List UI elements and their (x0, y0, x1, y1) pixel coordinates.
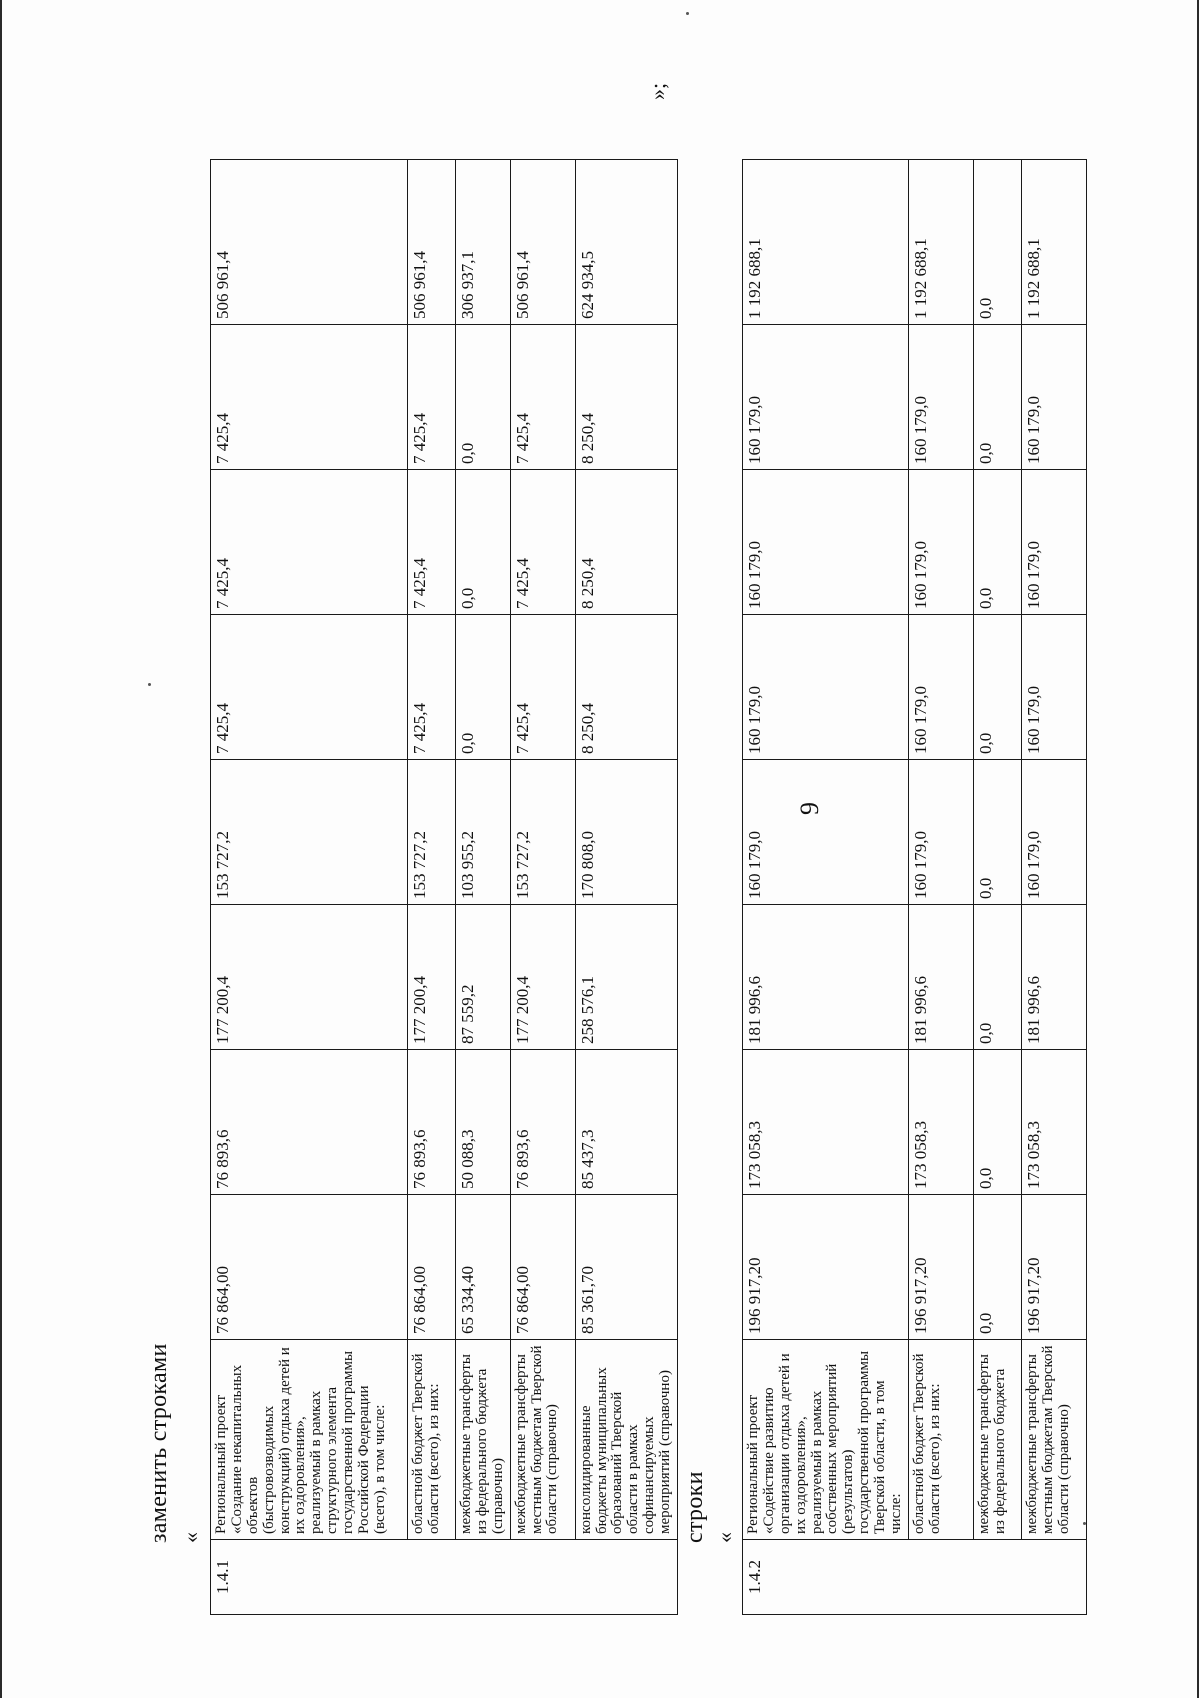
value-cell: 76 864,00 (510, 1195, 575, 1340)
section2-heading: строки (682, 1471, 708, 1543)
value-cell: 0,0 (973, 1195, 1021, 1340)
value-cell: 7 425,4 (408, 325, 456, 470)
value-cell: 0,0 (456, 325, 511, 470)
value-cell: 177 200,4 (211, 905, 408, 1050)
value-cell: 153 727,2 (211, 760, 408, 905)
value-cell: 1 192 688,1 (1021, 160, 1086, 325)
value-cell: 196 917,20 (1021, 1195, 1086, 1340)
value-cell: 0,0 (973, 160, 1021, 325)
value-cell: 76 893,6 (510, 1050, 575, 1195)
value-cell: 85 361,70 (575, 1195, 677, 1340)
value-cell: 506 961,4 (510, 160, 575, 325)
value-cell: 7 425,4 (510, 470, 575, 615)
table-row (408, 160, 456, 1615)
page-number: 9 (795, 802, 824, 815)
value-cell: 160 179,0 (1021, 325, 1086, 470)
value-cell: 160 179,0 (1021, 760, 1086, 905)
value-cell: 160 179,0 (743, 470, 909, 615)
table-row (575, 160, 677, 1615)
value-cell: 0,0 (973, 470, 1021, 615)
value-cell: 8 250,4 (575, 615, 677, 760)
value-cell: 196 917,20 (743, 1195, 909, 1340)
value-cell: 65 334,40 (456, 1195, 511, 1340)
value-cell: 160 179,0 (1021, 615, 1086, 760)
section2-table (742, 159, 1087, 1615)
table-row (743, 160, 909, 1615)
value-cell: 0,0 (973, 615, 1021, 760)
value-cell: 181 996,6 (908, 905, 973, 1050)
table-row (211, 160, 408, 1615)
value-cell: 160 179,0 (743, 325, 909, 470)
value-cell: 7 425,4 (408, 470, 456, 615)
value-cell: 7 425,4 (211, 470, 408, 615)
value-cell: 1 192 688,1 (743, 160, 909, 325)
row-label: Региональный проект «Содействие развитию организации отдыха детей и их оздоровления», реализуемый в рамках собственных мероприятий (результатов) государственной программы Тверской области, в том числе: (743, 1340, 909, 1540)
section1-open-quote: « (178, 1532, 203, 1543)
value-cell: 0,0 (456, 470, 511, 615)
row-label: межбюджетные трансферты из федерального бюджета (973, 1340, 1021, 1540)
row-label: межбюджетные трансферты местным бюджетам Тверской области (справочно) (1021, 1340, 1086, 1540)
table-row (908, 160, 973, 1615)
value-cell: 170 808,0 (575, 760, 677, 905)
value-cell: 160 179,0 (1021, 470, 1086, 615)
right-binding-edge (1197, 0, 1199, 1698)
row-code: 1.4.2 (743, 1540, 1087, 1615)
value-cell: 173 058,3 (1021, 1050, 1086, 1195)
value-cell: 76 864,00 (211, 1195, 408, 1340)
value-cell: 85 437,3 (575, 1050, 677, 1195)
value-cell: 0,0 (973, 760, 1021, 905)
row-label: межбюджетные трансферты из федерального бюджета (справочно) (456, 1340, 511, 1540)
value-cell: 177 200,4 (408, 905, 456, 1050)
row-label: Региональный проект «Создание некапитальных объектов (быстровозводимых конструкций) отдыха детей и их оздоровления», реализуемый в рамках структурного элемента государственной программы Российской Федерации (всего), в том числе: (211, 1340, 408, 1540)
row-label: областной бюджет Тверской области (всего), из них: (408, 1340, 456, 1540)
row-label: межбюджетные трансферты местным бюджетам Тверской области (справочно) (510, 1340, 575, 1540)
value-cell: 0,0 (973, 905, 1021, 1050)
value-cell: 181 996,6 (1021, 905, 1086, 1050)
rotated-landscape-content (130, 55, 1100, 1635)
value-cell: 173 058,3 (743, 1050, 909, 1195)
value-cell: 76 893,6 (211, 1050, 408, 1195)
value-cell: 8 250,4 (575, 470, 677, 615)
left-binding-edge (0, 0, 2, 1698)
table-row (973, 160, 1021, 1615)
value-cell: 506 961,4 (408, 160, 456, 325)
value-cell: 0,0 (973, 325, 1021, 470)
value-cell: 103 955,2 (456, 760, 511, 905)
value-cell: 258 576,1 (575, 905, 677, 1050)
section1-table (210, 159, 678, 1615)
value-cell: 7 425,4 (510, 615, 575, 760)
section2-open-quote: « (712, 1532, 737, 1543)
value-cell: 0,0 (456, 615, 511, 760)
value-cell: 624 934,5 (575, 160, 677, 325)
section1-heading: заменить строками (146, 1343, 172, 1543)
value-cell: 181 996,6 (743, 905, 909, 1050)
value-cell: 177 200,4 (510, 905, 575, 1050)
value-cell: 0,0 (973, 1050, 1021, 1195)
value-cell: 160 179,0 (743, 615, 909, 760)
value-cell: 160 179,0 (908, 615, 973, 760)
value-cell: 87 559,2 (456, 905, 511, 1050)
value-cell: 8 250,4 (575, 325, 677, 470)
row-label: консолидированные бюджеты муниципальных образований Тверской области в рамках софинансируемых мероприятий (справочно) (575, 1340, 677, 1540)
value-cell: 7 425,4 (211, 325, 408, 470)
value-cell: 7 425,4 (211, 615, 408, 760)
row-label: областной бюджет Тверской области (всего), из них: (908, 1340, 973, 1540)
table-row (456, 160, 511, 1615)
value-cell: 7 425,4 (510, 325, 575, 470)
table-row (510, 160, 575, 1615)
value-cell: 160 179,0 (908, 760, 973, 905)
value-cell: 160 179,0 (908, 325, 973, 470)
value-cell: 50 088,3 (456, 1050, 511, 1195)
value-cell: 76 864,00 (408, 1195, 456, 1340)
value-cell: 153 727,2 (510, 760, 575, 905)
value-cell: 160 179,0 (743, 760, 909, 905)
value-cell: 76 893,6 (408, 1050, 456, 1195)
table-row (1021, 160, 1086, 1615)
value-cell: 196 917,20 (908, 1195, 973, 1340)
scan-speck (686, 12, 689, 15)
value-cell: 1 192 688,1 (908, 160, 973, 325)
row-code: 1.4.1 (211, 1540, 678, 1615)
value-cell: 173 058,3 (908, 1050, 973, 1195)
value-cell: 7 425,4 (408, 615, 456, 760)
value-cell: 306 937,1 (456, 160, 511, 325)
value-cell: 153 727,2 (408, 760, 456, 905)
section1-end-mark: »; (645, 82, 670, 100)
value-cell: 506 961,4 (211, 160, 408, 325)
value-cell: 160 179,0 (908, 470, 973, 615)
